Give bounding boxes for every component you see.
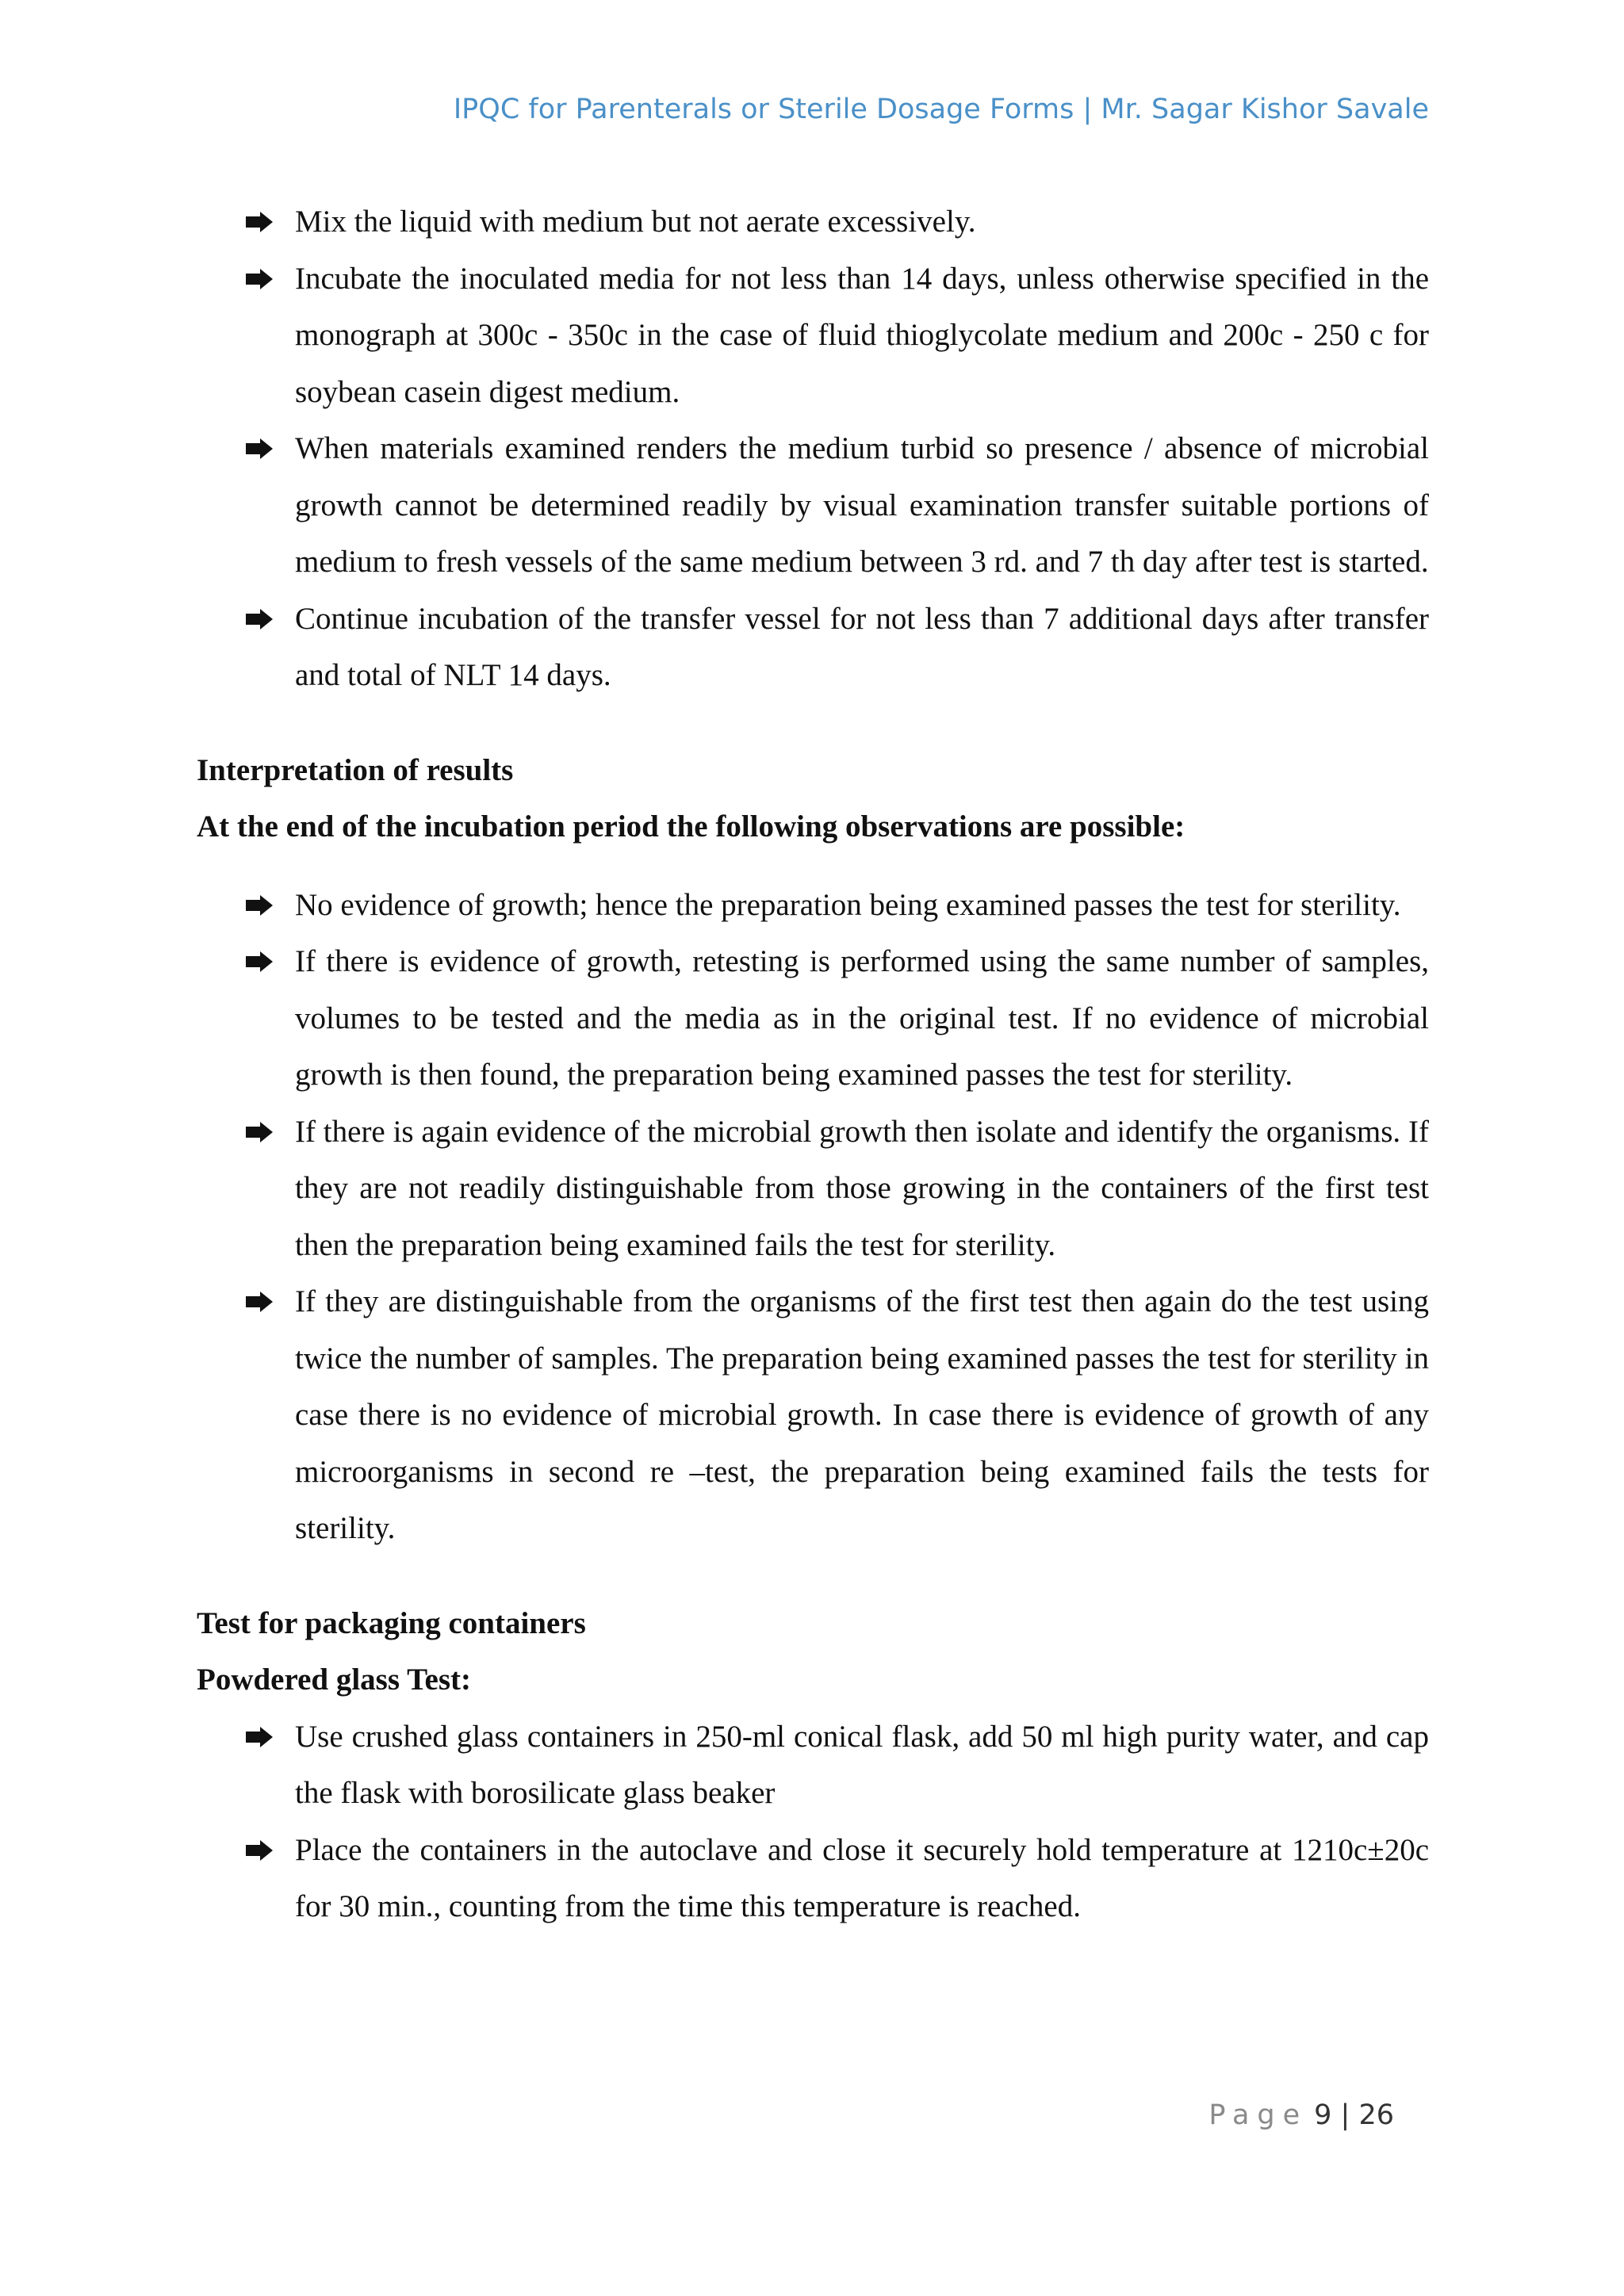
arrow-right-icon — [246, 609, 273, 629]
list-item-text: When materials examined renders the medium turbid so presence / absence of microbial growth cannot be determined readily by visual examination transfer suitable portions of medium to fresh vessels of the same medium between 3 rd. and 7 th day after test is started. — [295, 431, 1429, 579]
page-content — [197, 193, 1429, 1935]
section-subheading-observations: At the end of the incubation period the following observations are possible: — [197, 809, 1185, 844]
list-item-text: Use crushed glass containers in 250-ml conical flask, add 50 ml high purity water, and cap the flask with borosilicate glass beaker — [295, 1719, 1429, 1810]
arrow-right-icon — [246, 1292, 273, 1312]
arrow-right-icon — [246, 1840, 273, 1861]
list-item — [197, 933, 1429, 1104]
list-item — [197, 251, 1429, 421]
list-item — [197, 1709, 1429, 1822]
section-heading-interpretation: Interpretation of results — [197, 752, 514, 787]
arrow-right-icon — [246, 895, 273, 916]
arrow-right-icon — [246, 269, 273, 289]
list-item-text: Mix the liquid with medium but not aerate excessively. — [295, 205, 976, 239]
arrow-right-icon — [246, 438, 273, 459]
list-item-text: Place the containers in the autoclave and close it securely hold temperature at 1210c±20c for 30 min., counting from the time this temperature is reached. — [295, 1832, 1429, 1923]
page-number: 9 | 26 — [1314, 2099, 1394, 2131]
list-item — [197, 1273, 1429, 1557]
list-item — [197, 877, 1429, 934]
section-heading-packaging: Test for packaging containers — [197, 1605, 586, 1640]
list-item-text: No evidence of growth; hence the preparation being examined passes the test for sterility. — [295, 887, 1401, 922]
list-item-text: If there is again evidence of the microbial growth then isolate and identify the organisms. If they are not readily distinguishable from those growing in the containers of the first test then the preparation being examined fails the test for sterility. — [295, 1114, 1429, 1262]
arrow-right-icon — [246, 1727, 273, 1747]
arrow-right-icon — [246, 1122, 273, 1142]
list-item — [197, 591, 1429, 704]
running-header: IPQC for Parenterals or Sterile Dosage Forms | Mr. Sagar Kishor Savale — [453, 94, 1429, 125]
page-label: Page — [1208, 2099, 1308, 2131]
bullet-list-powdered-glass — [197, 1709, 1429, 1935]
bullet-list-procedure — [197, 193, 1429, 704]
section-subheading-powdered-glass: Powdered glass Test: — [197, 1663, 471, 1697]
arrow-right-icon — [246, 951, 273, 972]
list-item-text: If they are distinguishable from the organisms of the first test then again do the test using twice the number of samples. The preparation being examined passes the test for sterility in case there is no evidence of microbial growth. In case there is evidence of growth of any microorganisms in second re –test, the preparation being examined fails the tests for sterility. — [295, 1284, 1429, 1545]
list-item — [197, 1822, 1429, 1935]
list-item-text: Incubate the inoculated media for not less than 14 days, unless otherwise specified in the monograph at 300c - 350c in the case of fluid thioglycolate medium and 200c - 250 c for soybean casein digest medium. — [295, 261, 1429, 409]
list-item-text: Continue incubation of the transfer vessel for not less than 7 additional days after transfer and total of NLT 14 days. — [295, 601, 1429, 692]
list-item — [197, 420, 1429, 591]
bullet-list-observations — [197, 877, 1429, 1557]
arrow-right-icon — [246, 212, 273, 232]
list-item-text: If there is evidence of growth, retesting is performed using the same number of samples, volumes to be tested and the media as in the original test. If no evidence of microbial growth is then found, the preparation being examined passes the test for sterility. — [295, 944, 1429, 1092]
list-item — [197, 193, 1429, 251]
list-item — [197, 1104, 1429, 1274]
page-footer — [1208, 2099, 1394, 2131]
